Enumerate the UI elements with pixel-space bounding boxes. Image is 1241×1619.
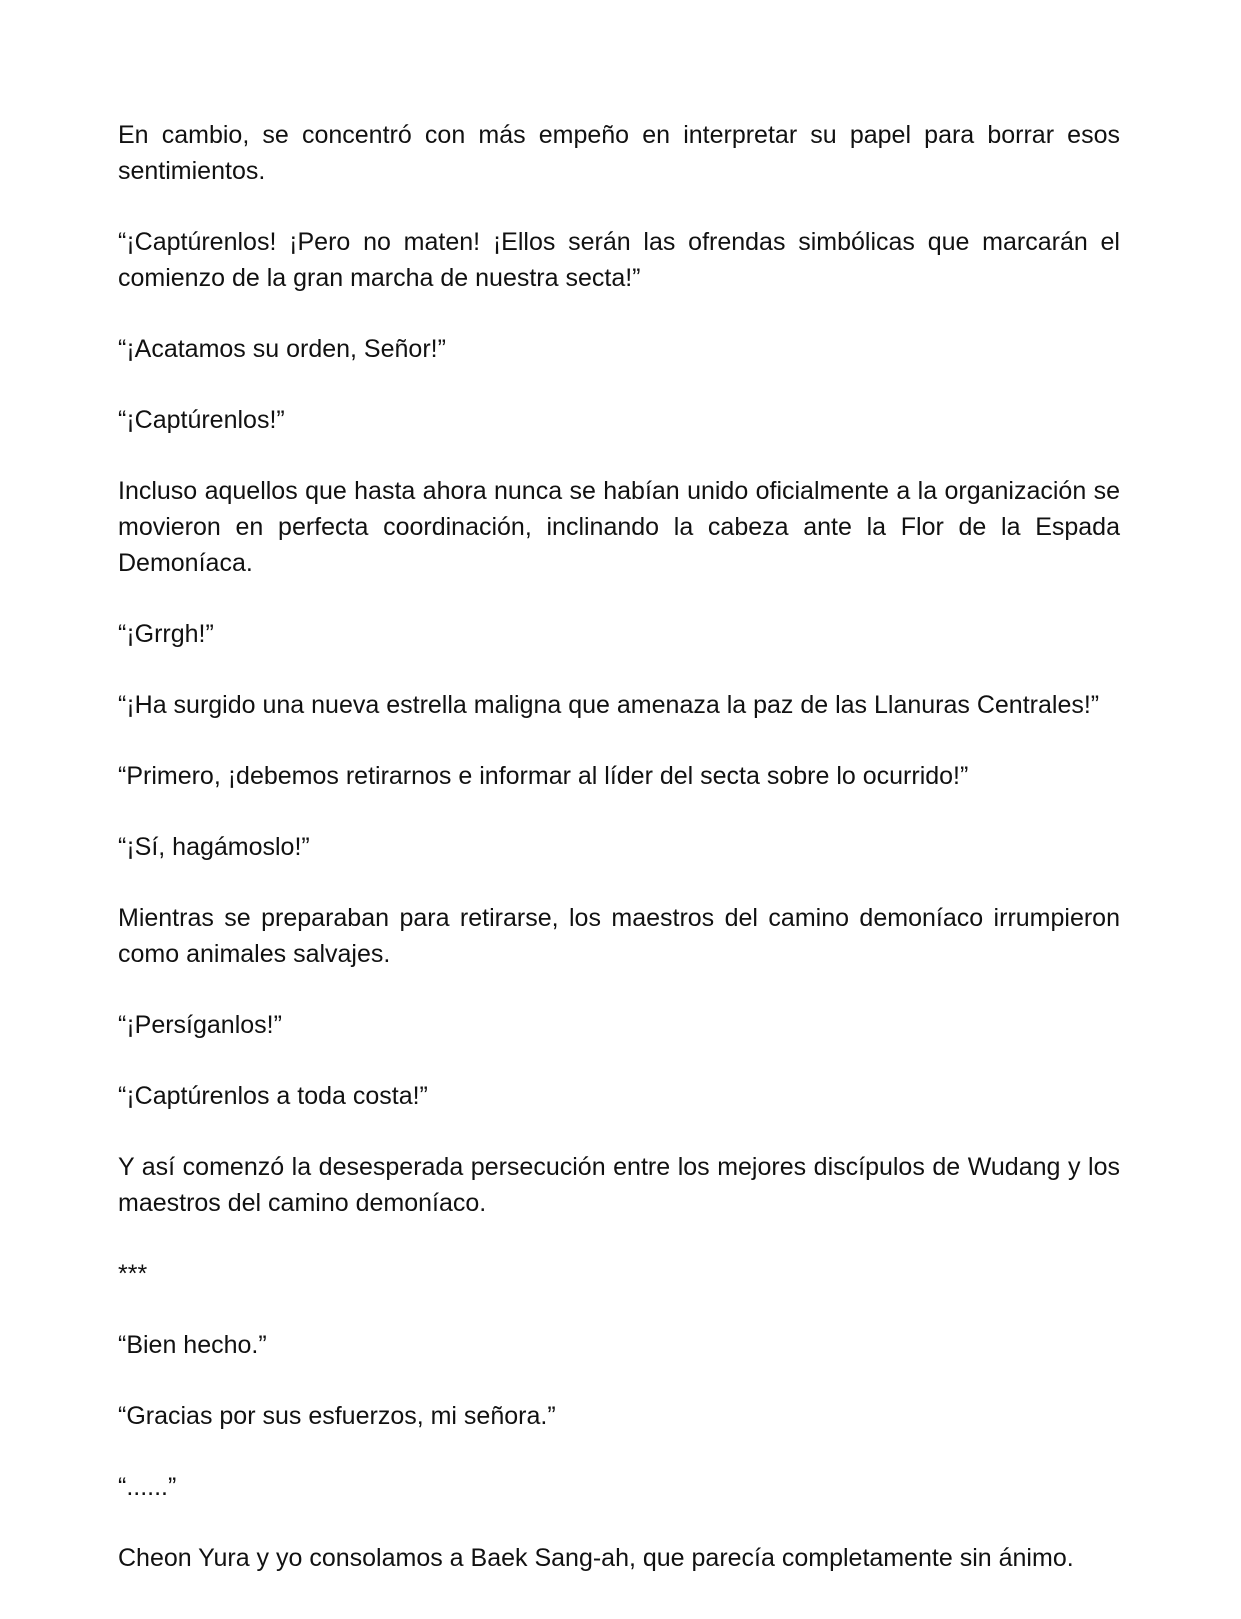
paragraph-dialogue-4: “¡Grrgh!” [118,620,214,648]
paragraph-narration-3: Mientras se preparaban para retirarse, los maestros del camino demoníaco irrumpieron como animales salvajes. [118,904,1120,968]
paragraph-narration-5: Cheon Yura y yo consolamos a Baek Sang-ah, que parecía completamente sin ánimo. [118,1544,1074,1572]
paragraph-dialogue-9: “¡Captúrenlos a toda costa!” [118,1082,428,1110]
paragraph-narration-1: En cambio, se concentró con más empeño en interpretar su papel para borrar esos sentimientos. [118,121,1120,185]
paragraph-dialogue-11: “Gracias por sus esfuerzos, mi señora.” [118,1402,556,1430]
paragraph-dialogue-7: “¡Sí, hagámoslo!” [118,833,310,861]
document-body [118,117,1120,1611]
paragraph-dialogue-12: “......” [118,1473,177,1501]
paragraph-narration-2: Incluso aquellos que hasta ahora nunca se habían unido oficialmente a la organización se movieron en perfecta coordinación, inclinando la cabeza ante la Flor de la Espada Demoníaca. [118,477,1120,577]
paragraph-dialogue-6: “Primero, ¡debemos retirarnos e informar al líder del secta sobre lo ocurrido!” [118,762,969,790]
paragraph-narration-4: Y así comenzó la desesperada persecución entre los mejores discípulos de Wudang y los maestros del camino demoníaco. [118,1153,1120,1217]
scene-break: *** [118,1260,148,1288]
paragraph-dialogue-3: “¡Captúrenlos!” [118,406,285,434]
paragraph-dialogue-1: “¡Captúrenlos! ¡Pero no maten! ¡Ellos serán las ofrendas simbólicas que marcarán el comienzo de la gran marcha de nuestra secta!” [118,228,1120,292]
paragraph-dialogue-10: “Bien hecho.” [118,1331,267,1359]
paragraph-dialogue-8: “¡Persíganlos!” [118,1011,282,1039]
paragraph-dialogue-2: “¡Acatamos su orden, Señor!” [118,335,446,363]
paragraph-dialogue-5: “¡Ha surgido una nueva estrella maligna que amenaza la paz de las Llanuras Centrales!” [118,691,1100,719]
